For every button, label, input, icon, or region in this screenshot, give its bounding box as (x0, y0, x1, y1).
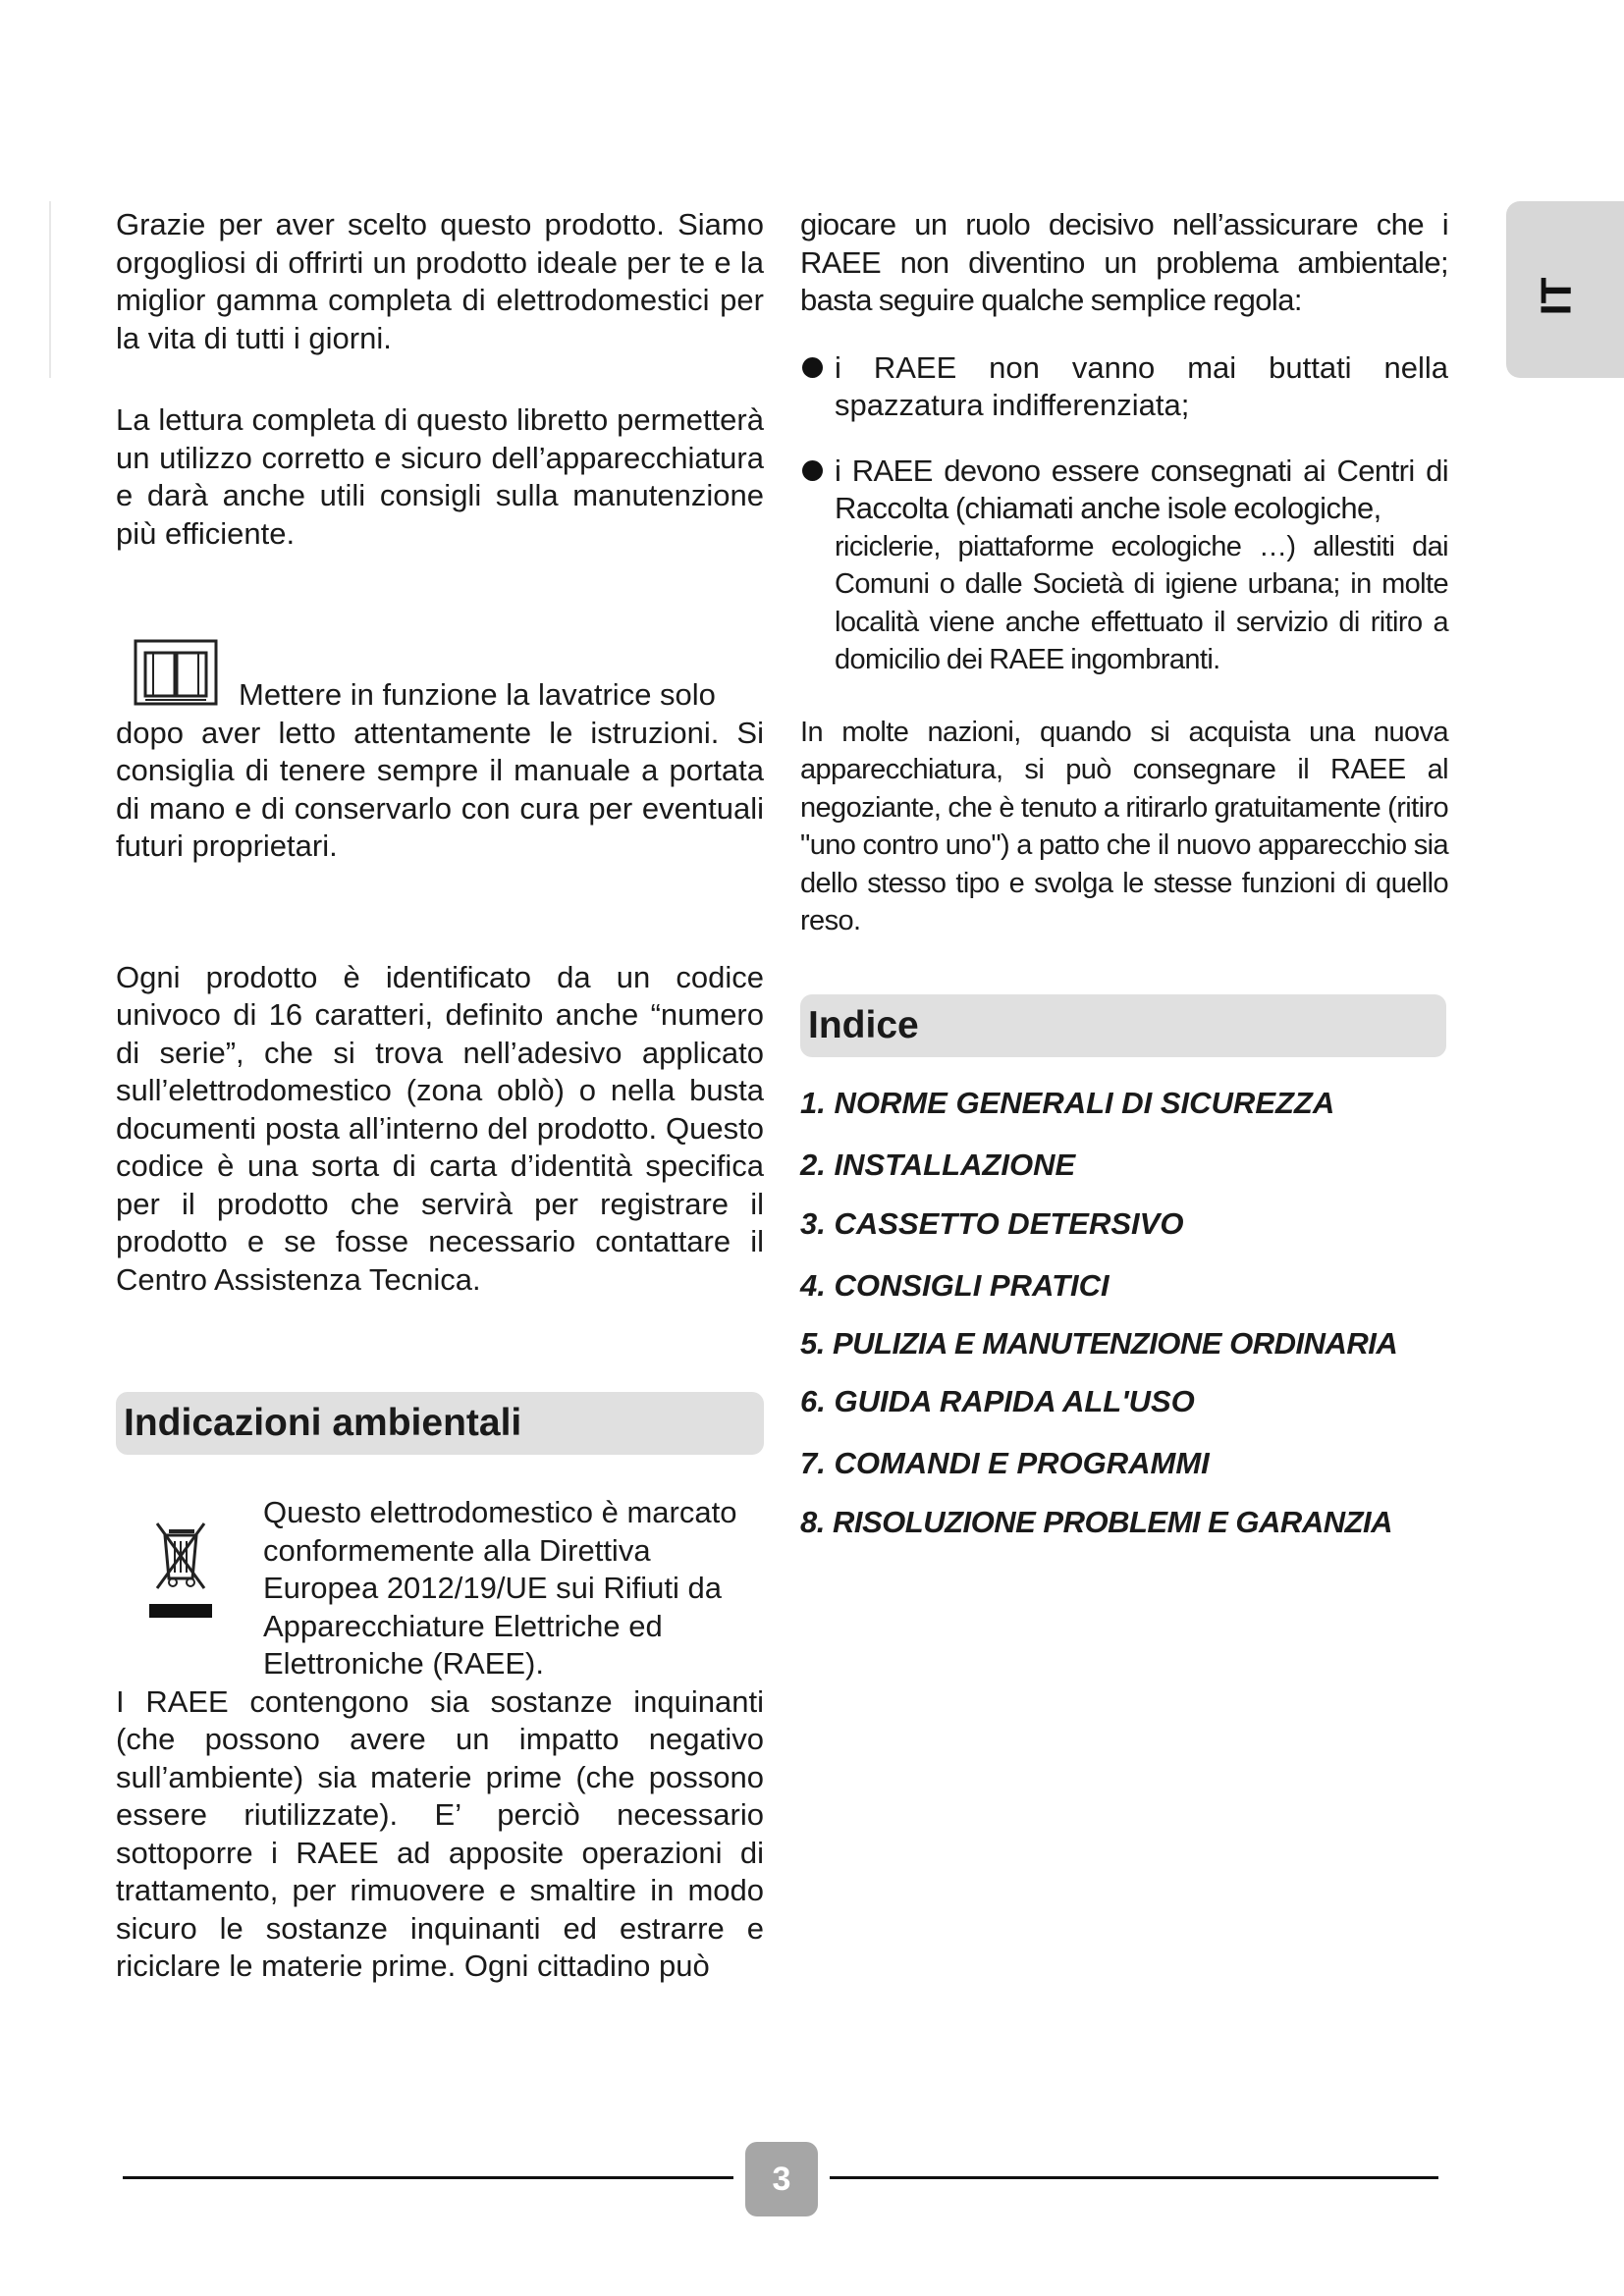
footer-rule-left (123, 2176, 733, 2179)
env-section-header (116, 1392, 764, 1455)
table-of-contents (800, 1085, 1448, 1541)
continuation-paragraph: giocare un ruolo decisivo nell’assicurare che i RAEE non diventino un problema ambientale; basta seguire qualche semplice regola: (800, 207, 1448, 317)
bullet-item (800, 349, 1448, 425)
book-icon (134, 639, 218, 706)
raee-body: I RAEE contengono sia sostanze inquinanti (che possono avere un impatto negativo sull’ambiente) sia materie prime (che possono essere riutilizzate). E’ perciò necessario sottoporre i RAEE ad apposite operazioni di trattamento, per rimuovere e smaltire in modo sicuro le sostanze inquinanti ed estrarre e riciclare le materie prime. Ogni cittadino può (116, 1683, 764, 1983)
serial-paragraph: Ogni prodotto è identificato da un codice univoco di 16 caratteri, definito anche “numero di serie”, che si trova nell’adesivo applicato sull’elettrodomestico (zona oblò) o nella busta documenti posta all’interno del prodotto. Questo codice è una sorta di carta d’identità specifica per il prodotto che servirà per registrare il prodotto e se fosse necessario contattare il Centro Assistenza Tecnica. (116, 959, 764, 1297)
page-number-badge (745, 2142, 818, 2216)
env-section-title: Indicazioni ambientali (124, 1402, 522, 1444)
bullet-text: i RAEE non vanno mai buttati nella spazzatura indifferenziata; (835, 349, 1448, 422)
weee-block (116, 1494, 764, 1986)
footer-rule-right (830, 2176, 1438, 2179)
toc-item[interactable]: 2. INSTALLAZIONE (800, 1147, 1076, 1182)
page-number: 3 (772, 2161, 791, 2198)
manual-first-line: Mettere in funzione la lavatrice solo (239, 677, 716, 712)
weee-text: Questo elettrodomestico è marcato conformemente alla Direttiva Europea 2012/19/UE sui Rifiuti da Apparecchiature Elettriche ed Elettroniche (RAEE). (263, 1495, 737, 1681)
bullet-item (800, 453, 1448, 679)
manual-rest: dopo aver letto attentamente le istruzioni. Si consiglia di tenere sempre il manuale a portata di mano e di conservarlo con cura per eventuali futuri proprietari. (116, 715, 764, 863)
toc-item[interactable]: 6. GUIDA RAPIDA ALL'USO (800, 1383, 1195, 1418)
reading-paragraph: La lettura completa di questo libretto permetterà un utilizzo corretto e sicuro dell’apparecchiatura e darà anche utili consigli sulla manutenzione più efficiente. (116, 402, 764, 551)
index-section-header (800, 994, 1446, 1057)
manual-note (116, 651, 764, 866)
toc-item[interactable]: 5. PULIZIA E MANUTENZIONE ORDINARIA (800, 1325, 1398, 1361)
margin-rule (49, 201, 51, 378)
toc-item[interactable]: 8. RISOLUZIONE PROBLEMI E GARANZIA (800, 1504, 1393, 1539)
right-column (800, 206, 1448, 1541)
intro-paragraph: Grazie per aver scelto questo prodotto. Siamo orgogliosi di offrirti un prodotto ideale per te e la miglior gamma completa di elettrodomestici per la vita di tutti i giorni. (116, 207, 764, 355)
bullet-dot-icon (802, 357, 823, 378)
crossed-bin-icon (143, 1510, 218, 1620)
bullet-text-continued: riciclerie, piattaforme ecologiche …) allestiti dai Comuni o dalle Società di igiene urbana; in molte località viene anche effettuato il servizio di ritiro a domicilio dei RAEE ingombranti. (835, 530, 1448, 675)
toc-item[interactable]: 4. CONSIGLI PRATICI (800, 1267, 1110, 1303)
language-tab-label: IT (1532, 277, 1581, 316)
left-column (116, 206, 764, 1986)
toc-item[interactable]: 3. CASSETTO DETERSIVO (800, 1205, 1184, 1241)
toc-item[interactable]: 1. NORME GENERALI DI SICUREZZA (800, 1085, 1335, 1120)
index-section-title: Indice (808, 1003, 919, 1046)
toc-item[interactable]: 7. COMANDI E PROGRAMMI (800, 1445, 1210, 1480)
bullet-dot-icon (802, 460, 823, 481)
retailer-paragraph: In molte nazioni, quando si acquista una nuova apparecchiatura, si può consegnare il RAEE al negoziante, che è tenuto a ritirarlo gratuitamente (ritiro "uno contro uno") a patto che il nuovo apparecchio sia dello stesso tipo e svolga le stesse funzioni di quello reso. (800, 716, 1448, 936)
language-tab (1506, 201, 1624, 378)
bullet-text: i RAEE devono essere consegnati ai Centri di Raccolta (chiamati anche isole ecologiche, (835, 453, 1448, 525)
